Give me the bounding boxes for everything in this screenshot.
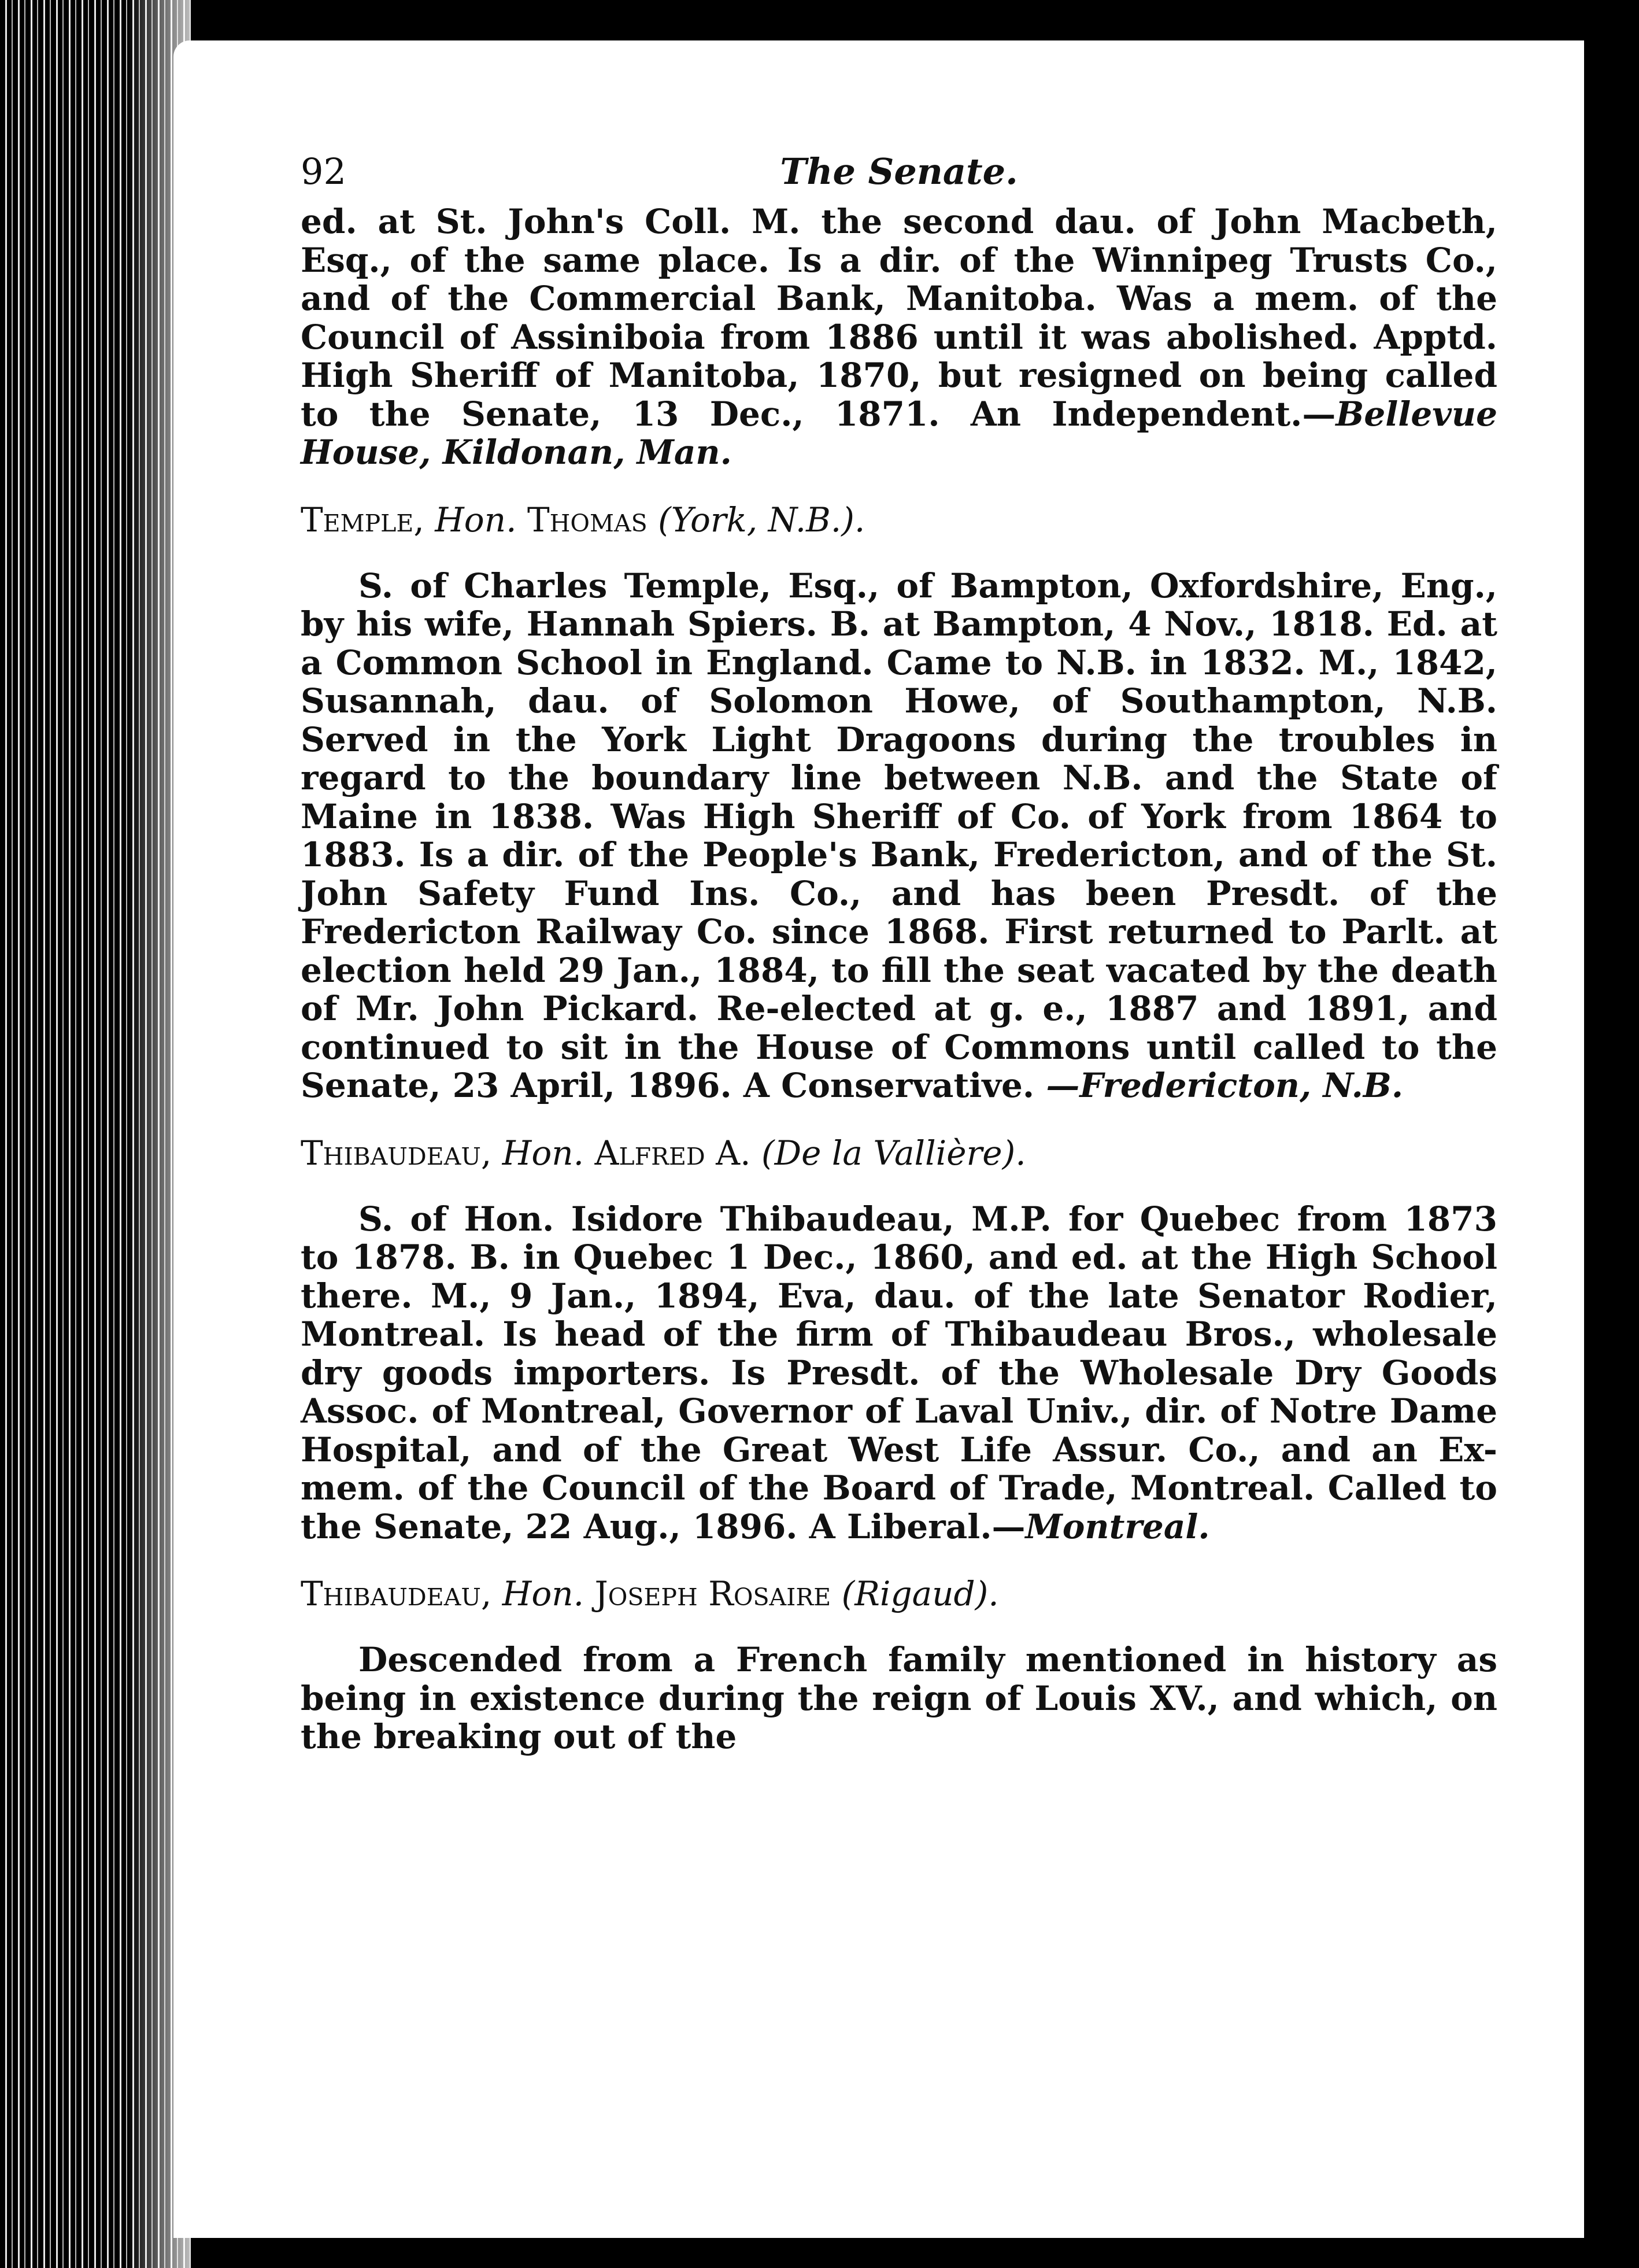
entry-text: Descended from a French family mentioned in history as being in existence during the reign of Louis XV., and which, on the breaking out of the xyxy=(301,1640,1497,1756)
running-title: The Senate. xyxy=(780,150,1018,193)
entry-residence: —Fredericton, N.B. xyxy=(1046,1066,1404,1105)
entry-given-name: Thomas xyxy=(527,500,648,540)
page-content xyxy=(301,139,1497,1756)
entry-surname: Temple, xyxy=(301,500,424,540)
running-header xyxy=(301,139,1497,202)
entry-text: S. of Charles Temple, Esq., of Bampton, Oxfordshire, Eng., by his wife, Hannah Spiers. B. at Bampton, 4 Nov., 1818. Ed. at a Common School in England. Came to N.B. in 1832. M., 1842, Susannah, dau. of Solomon Howe, of Southampton, N.B. Served in the York Light Dragoons during the troubles in regard to the boundary line between N.B. and the State of Maine in 1838. Was High Sheriff of Co. of York from 1864 to 1883. Is a dir. of the People's Bank, Fredericton, and of the St. John Safety Fund Ins. Co., and has been Presdt. of the Fredericton Railway Co. since 1868. First returned to Parlt. at election held 29 Jan., 1884, to fill the seat vacated by the death of Mr. John Pickard. Re-elected at g. e., 1887 and 1891, and continued to sit in the House of Commons until called to the Senate, 23 April, 1896. A Conservative. xyxy=(301,566,1497,1105)
continuation-paragraph xyxy=(301,202,1497,472)
entry-division: (De la Vallière). xyxy=(761,1133,1026,1173)
entry-residence: Montreal. xyxy=(1025,1506,1210,1546)
entry-surname: Thibaudeau, xyxy=(301,1574,492,1613)
entry-text: S. of Hon. Isidore Thibaudeau, M.P. for Quebec from 1873 to 1878. B. in Quebec 1 Dec., 1860, and ed. at the High School there. M., 9 Jan., 1894, Eva, dau. of the late Senator Rodier, Montreal. Is head of the firm of Thibaudeau Bros., wholesale dry goods importers. Is Presdt. of the Wholesale Dry Goods Assoc. of Montreal, Governor of Laval Univ., dir. of Notre Dame Hospital, and of the Great West Life Assur. Co., and an Ex-mem. of the Council of the Board of Trade, Montreal. Called to the Senate, 22 Aug., 1896. A Liberal.— xyxy=(301,1199,1497,1546)
entry-heading-temple xyxy=(301,501,1497,539)
entry-honorific: Hon. xyxy=(435,500,517,540)
entry-given-name: Alfred A. xyxy=(594,1133,751,1173)
book-spine-edge xyxy=(0,0,191,2268)
entry-paragraph-temple xyxy=(301,567,1497,1105)
entry-paragraph-thibaudeau-joseph xyxy=(301,1641,1497,1756)
entry-honorific: Hon. xyxy=(502,1133,584,1173)
entry-heading-thibaudeau-joseph xyxy=(301,1575,1497,1613)
entry-surname: Thibaudeau, xyxy=(301,1133,492,1173)
page-number: 92 xyxy=(301,150,346,193)
continuation-residence: Bellevue House, Kildonan, Man. xyxy=(301,394,1497,472)
continuation-text: ed. at St. John's Coll. M. the second dau. of John Macbeth, Esq., of the same place. Is a dir. of the Winnipeg Trusts Co., and of the Commercial Bank, Manitoba. Was a mem. of the Council of Assiniboia from 1886 until it was abolished. Apptd. High Sheriff of Manitoba, 1870, but resigned on being called to the Senate, 13 Dec., 1871. An Independent.— xyxy=(301,202,1497,434)
entry-division: (Rigaud). xyxy=(841,1574,999,1613)
entry-honorific: Hon. xyxy=(502,1574,584,1613)
entry-division: (York, N.B.). xyxy=(658,500,865,540)
entry-heading-thibaudeau-alfred xyxy=(301,1134,1497,1172)
entry-paragraph-thibaudeau-alfred xyxy=(301,1200,1497,1546)
entry-given-name: Joseph Rosaire xyxy=(594,1574,831,1613)
